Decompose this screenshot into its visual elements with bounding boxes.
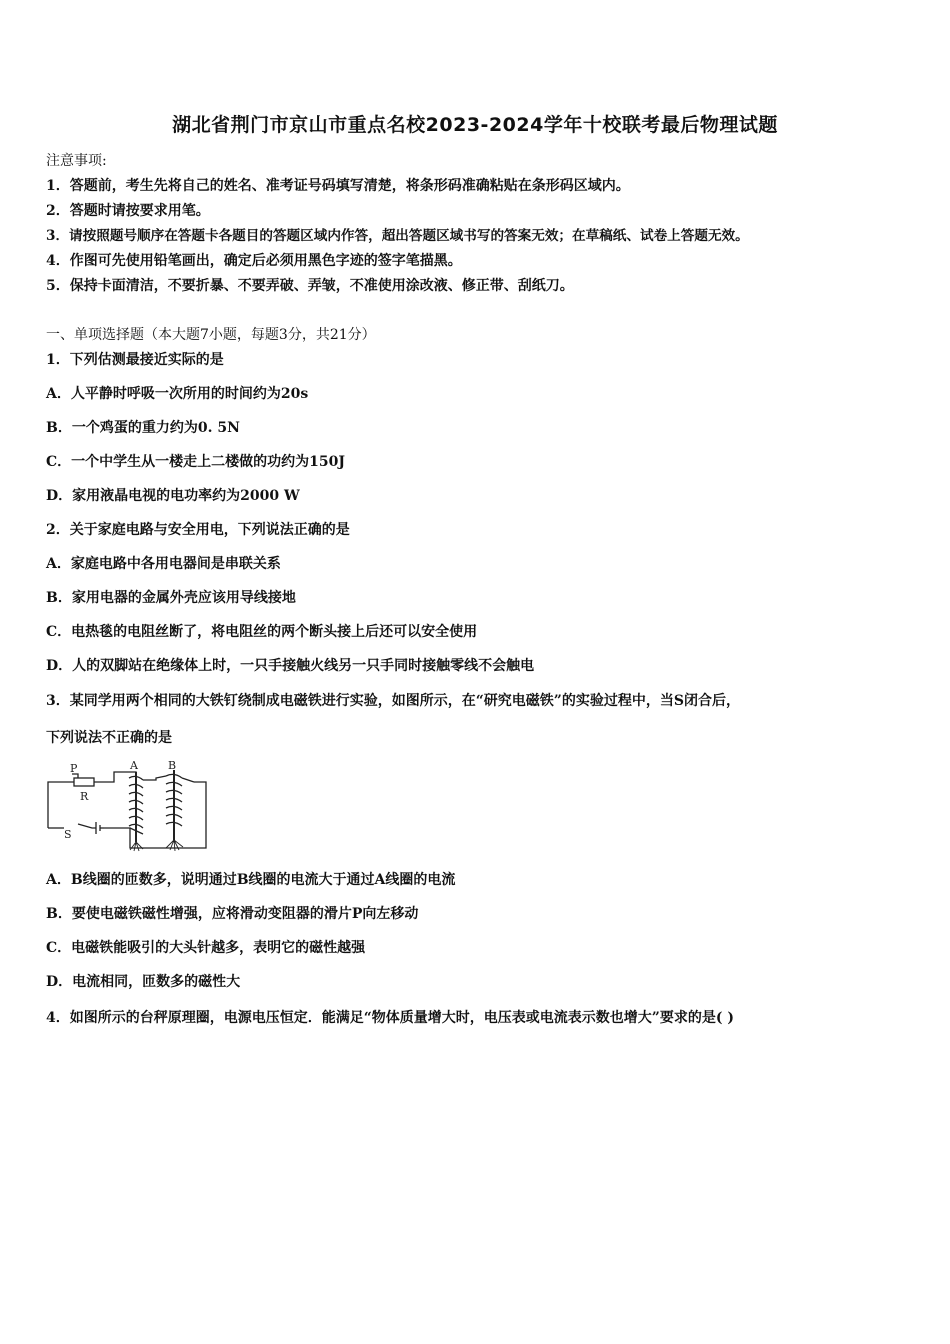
question-option: D．家用液晶电视的电功率约为2000 W	[46, 488, 300, 504]
label-s: S	[64, 828, 72, 841]
label-r: R	[80, 790, 89, 803]
question-stem: 1．下列估测最接近实际的是	[46, 352, 224, 368]
question-stem: 2．关于家庭电路与安全用电，下列说法正确的是	[46, 522, 350, 538]
notice-item: 1．答题前，考生先将自己的姓名、准考证号码填写清楚，将条形码准确粘贴在条形码区域内。	[46, 178, 630, 194]
question-option: C．一个中学生从一楼走上二楼做的功约为150J	[46, 454, 345, 470]
question-option: B．一个鸡蛋的重力约为0. 5N	[46, 420, 240, 436]
question-option: A．人平静时呼吸一次所用的时间约为20s	[46, 386, 309, 402]
notice-item: 5．保持卡面清洁，不要折暴、不要弄破、弄皱，不准使用涂改液、修正带、刮纸刀。	[46, 278, 574, 294]
notice-heading: 注意事项:	[46, 153, 107, 169]
page-title: 湖北省荆门市京山市重点名校2023-2024学年十校联考最后物理试题	[172, 114, 778, 136]
question-option: B．要使电磁铁磁性增强，应将滑动变阻器的滑片P向左移动	[46, 906, 419, 922]
question-stem: 3．某同学用两个相同的大铁钉绕制成电磁铁进行实验，如图所示，在“研究电磁铁”的实验过程中，当S闭合后，	[46, 693, 740, 709]
question-option: B．家用电器的金属外壳应该用导线接地	[46, 590, 296, 606]
question-option: C．电磁铁能吸引的大头针越多，表明它的磁性越强	[46, 940, 366, 956]
label-p: P	[70, 762, 78, 775]
question-option: D．人的双脚站在绝缘体上时，一只手接触火线另一只手同时接触零线不会触电	[46, 658, 535, 674]
label-a: A	[130, 759, 138, 772]
notice-item: 4．作图可先使用铅笔画出，确定后必须用黑色字迹的签字笔描黑。	[46, 253, 462, 269]
question-stem: 4．如图所示的台秤原理圈，电源电压恒定．能满足“物体质量增大时，电压表或电流表示数也增大”要求的是( )	[46, 1010, 734, 1026]
question-option: D．电流相同，匝数多的磁性大	[46, 974, 241, 990]
question-option: A．B线圈的匝数多，说明通过B线圈的电流大于通过A线圈的电流	[46, 872, 456, 888]
section-heading: 一、单项选择题（本大题7小题，每题3分，共21分）	[46, 327, 376, 343]
question-option: A．家庭电路中各用电器间是串联关系	[46, 556, 281, 572]
question-stem-continued: 下列说法不正确的是	[46, 730, 172, 746]
question-option: C．电热毯的电阻丝断了，将电阻丝的两个断头接上后还可以安全使用	[46, 624, 478, 640]
notice-item: 2．答题时请按要求用笔。	[46, 203, 210, 219]
notice-item: 3．请按照题号顺序在答题卡各题目的答题区域内作答，超出答题区域书写的答案无效；在草稿纸、试卷上答题无效。	[46, 228, 749, 244]
electromagnet-circuit-figure	[44, 758, 214, 858]
label-b: B	[168, 759, 177, 772]
